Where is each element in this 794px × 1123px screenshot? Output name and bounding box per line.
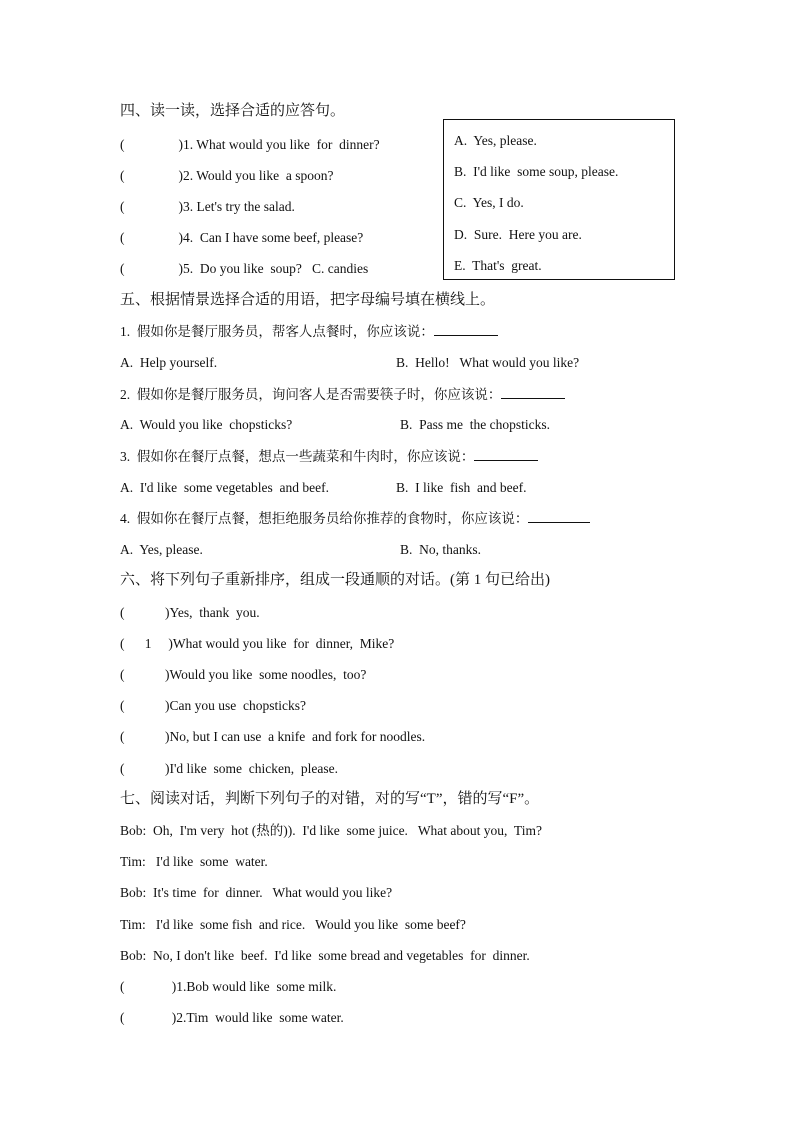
dialogue-line-3: Bob: It's time for dinner. What would you like?	[120, 885, 393, 900]
section7-heading: 七、阅读对话，判断下列句子的对错，对的写“T”，错的写“F”。	[120, 791, 540, 807]
q4-text: 4. 假如你在餐厅点餐，想拒绝服务员给你推荐的食物时，你应该说：	[120, 511, 529, 526]
section6-item-3: ( )Would you like some noodles, too?	[120, 667, 367, 682]
q2-text: 2. 假如你是餐厅服务员，询问客人是否需要筷子时，你应该说：	[120, 387, 502, 402]
q2-answer-blank[interactable]	[501, 385, 565, 399]
section4-item-2: ( )2. Would you like a spoon?	[120, 168, 334, 183]
option-b: B. I'd like some soup, please.	[454, 164, 619, 179]
dialogue-line-4: Tim: I'd like some fish and rice. Would you like some beef?	[120, 917, 466, 932]
section7-item-1: ( )1.Bob would like some milk.	[120, 979, 337, 994]
section6-item-1: ( )Yes, thank you.	[120, 605, 260, 620]
dialogue-line-1: Bob: Oh, I'm very hot (热的)). I'd like some juice. What about you, Tim?	[120, 823, 542, 838]
section6-item-2: ( 1 )What would you like for dinner, Mike?	[120, 636, 395, 651]
q1-answer-blank[interactable]	[434, 322, 498, 336]
option-a: A. Yes, please.	[454, 133, 537, 148]
section4-item-5: ( )5. Do you like soup? C. candies	[120, 261, 369, 276]
section6-item-5: ( )No, but I can use a knife and fork for noodles.	[120, 729, 426, 744]
section5-q3-option-a: A. I'd like some vegetables and beef.	[120, 480, 329, 495]
option-d: D. Sure. Here you are.	[454, 227, 582, 242]
q3-text: 3. 假如你在餐厅点餐，想点一些蔬菜和牛肉时，你应该说：	[120, 449, 475, 464]
section5-q1-option-a: A. Help yourself.	[120, 355, 218, 370]
section5-q2-prompt	[120, 385, 565, 404]
section6-heading: 六、将下列句子重新排序，组成一段通顺的对话。(第 1 句已给出)	[120, 572, 550, 588]
section5-q4-option-a: A. Yes, please.	[120, 542, 203, 557]
option-c: C. Yes, I do.	[454, 195, 524, 210]
q4-answer-blank[interactable]	[528, 509, 590, 523]
section5-q1-option-b: B. Hello! What would you like?	[396, 355, 580, 370]
dialogue-line-5: Bob: No, I don't like beef. I'd like some bread and vegetables for dinner.	[120, 948, 530, 963]
q3-answer-blank[interactable]	[474, 447, 538, 461]
section4-heading: 四、读一读，选择合适的应答句。	[120, 103, 346, 119]
section5-q4-prompt	[120, 509, 590, 528]
answer-options-box	[443, 119, 675, 280]
section6-item-6: ( )I'd like some chicken, please.	[120, 761, 338, 776]
option-e: E. That's great.	[454, 258, 542, 273]
section6-item-4: ( )Can you use chopsticks?	[120, 698, 306, 713]
section5-q4-option-b: B. No, thanks.	[400, 542, 481, 557]
dialogue-line-2: Tim: I'd like some water.	[120, 854, 268, 869]
section5-q2-option-b: B. Pass me the chopsticks.	[400, 417, 550, 432]
section5-q2-option-a: A. Would you like chopsticks?	[120, 417, 293, 432]
q1-text: 1. 假如你是餐厅服务员，帮客人点餐时，你应该说：	[120, 324, 434, 339]
section4-item-4: ( )4. Can I have some beef, please?	[120, 230, 364, 245]
section4-item-1: ( )1. What would you like for dinner?	[120, 137, 380, 152]
section7-item-2: ( )2.Tim would like some water.	[120, 1010, 344, 1025]
section5-q3-prompt	[120, 447, 538, 466]
section5-q1-prompt	[120, 322, 498, 341]
section5-heading: 五、根据情景选择合适的用语，把字母编号填在横线上。	[120, 292, 496, 308]
section4-item-3: ( )3. Let's try the salad.	[120, 199, 295, 214]
section5-q3-option-b: B. I like fish and beef.	[396, 480, 527, 495]
